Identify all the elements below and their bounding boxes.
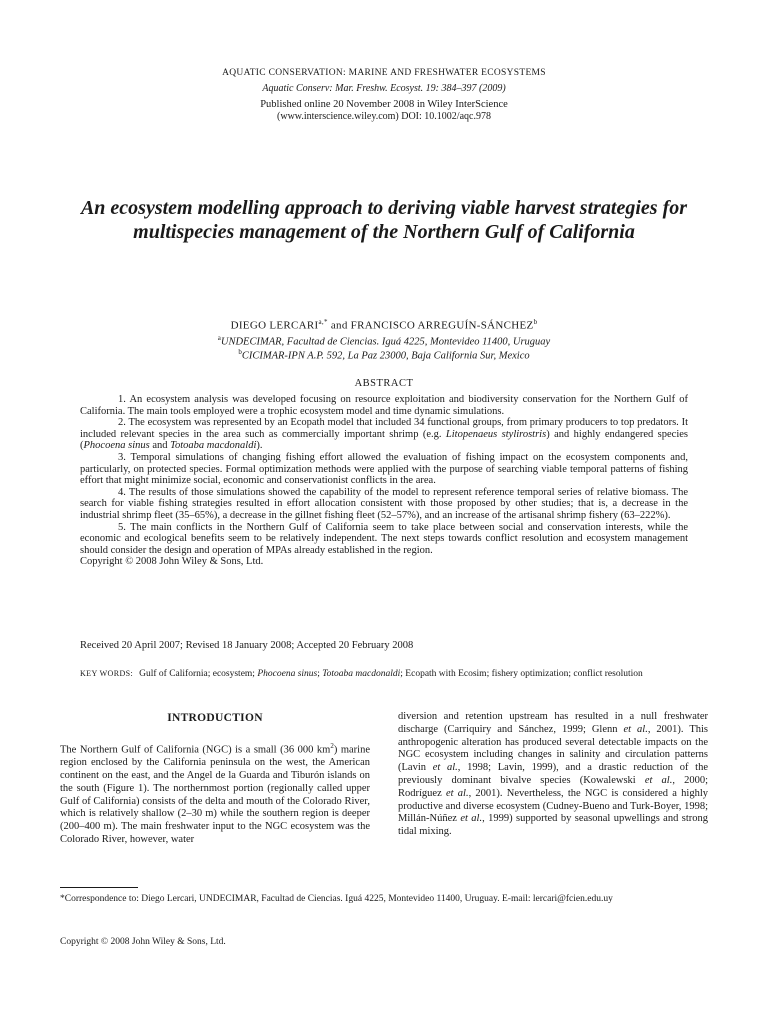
footer-copyright: Copyright © 2008 John Wiley & Sons, Ltd. [60, 937, 226, 947]
author-line [0, 318, 768, 332]
abstract-copyright: Copyright © 2008 John Wiley & Sons, Ltd. [80, 556, 264, 568]
abstract-paragraph [80, 417, 688, 452]
citation-etal: et al. [445, 787, 469, 799]
text-run: The Northern Gulf of California (NGC) is a small (36 000 km [60, 744, 331, 756]
text-run: ) marine region enclosed by the California peninsula on the west, the American continent on the east, and the Angel de la Guarda and Tiburón islands on the south (Figure 1). The northernmost portion (regionally called upper Gulf of California) consists of the delta and mouth of the Colorado River, which is relatively shallow (2–30 m) while the southern region is deeper (200–400 m). The main freshwater input to the NGC ecosystem was the Colorado River, however, water [60, 744, 371, 846]
superscript: 2 [330, 742, 334, 750]
text-run: ; [317, 669, 323, 679]
intro-right-column [398, 711, 708, 839]
footnote-divider [60, 887, 138, 888]
affiliation-mark: b [238, 348, 242, 356]
intro-left-column [60, 740, 370, 847]
abstract-paragraph: 4. The results of those simulations showed the capability of the model to represent reference temporal series of relative biomass. The search for viable fishing strategies resulted in effort allocation consistent with those proposed by other studies; that is, a decrease in the industrial shrimp fleet (35–65%), a decrease in the gillnet fishing fleet (52–57%), and an increase of the artisanal shrimp fishery (63–222%). [80, 486, 688, 521]
journal-citation: Aquatic Conserv: Mar. Freshw. Ecosyst. 19: 384–397 (2009) [262, 83, 506, 94]
species-name: Totoaba macdonaldi [170, 440, 257, 452]
author-marks: b [533, 318, 538, 326]
citation-etal: et al. [432, 762, 458, 774]
keywords [80, 668, 688, 680]
citation-etal: et al. [460, 813, 483, 825]
abstract-body [80, 394, 688, 568]
affiliation-b [0, 348, 768, 362]
text-run: and [149, 440, 171, 452]
section-heading: INTRODUCTION [167, 712, 263, 724]
submission-dates: Received 20 April 2007; Revised 18 January 2008; Accepted 20 February 2008 [80, 640, 414, 651]
text-run: , 1998; Lavin, 1999), and a drastic reduction of the previously dominant bivalve species (Kowalewski [398, 762, 708, 786]
author-name: DIEGO LERCARI [230, 319, 319, 332]
text-run: , 2001). This anthropogenic alteration has produced several detectable impacts on the NGC ecosystem including changes in salinity and circulation patterns (Lavin [398, 723, 709, 774]
affiliation-text: CICIMAR-IPN A.P. 592, La Paz 23000, Baja California Sur, Mexico [241, 350, 530, 362]
author-name: FRANCISCO ARREGUÍN-SÁNCHEZ [350, 319, 534, 332]
species-name: Litopenaeus stylirostris [445, 428, 547, 440]
author-marks: a,* [318, 318, 328, 326]
abstract-paragraph: 3. Temporal simulations of changing fishing effort allowed the evaluation of fishing impact on the ecosystem components and, particularly, on protected species. Formal optimization methods were applied with the purpose of searching viable temporal patterns of fishing effort that might minimize social, economic and conservationist conflicts in the area. [80, 451, 688, 487]
abstract-paragraph: 5. The main conflicts in the Northern Gulf of California seem to take place between social and conservation interests, while the economic and ecological benefits seem to be relatively independent. The next steps towards conflict resolution and ecosystem management should consider the design and operation of MPAs already established in the region. [80, 521, 688, 556]
text-run: ) and highly endangered species ( [80, 428, 688, 452]
text-run: , 2001). Nevertheless, the NGC is considered a highly productive and diverse ecosystem (Cudney-Bueno and Turk-Boyer, 1998; Millán-Núñez [398, 787, 708, 825]
text-run: diversion and retention upstream has resulted in a null freshwater discharge (Carriquiry and Sánchez, 1999; Glenn [398, 711, 708, 735]
abstract-heading: ABSTRACT [354, 378, 414, 389]
text-run: Gulf of California; ecosystem; [139, 669, 258, 679]
citation-etal: et al. [623, 723, 648, 735]
species-name: Phocoena sinus [257, 669, 318, 679]
affiliation-a [0, 334, 768, 348]
species-name: Phocoena sinus [83, 440, 150, 452]
keywords-label: KEY WORDS: [80, 669, 134, 678]
citation-etal: et al. [644, 774, 673, 786]
species-name: Totoaba macdonaldi [322, 669, 401, 679]
affiliation-mark: a [217, 334, 221, 342]
text-run: 2. The ecosystem was represented by an Ecopath model that included 34 functional groups, from primary producers to top predators. It included relevant species in the area such as commercially important shrimp (e.g. [80, 417, 688, 440]
journal-name: AQUATIC CONSERVATION: MARINE AND FRESHWATER ECOSYSTEMS [222, 68, 546, 78]
author-conjunction: and [327, 319, 351, 332]
publication-note: Published online 20 November 2008 in Wiley InterScience [260, 99, 508, 110]
text-run: ; Ecopath with Ecosim; fishery optimization; conflict resolution [400, 669, 643, 679]
doi-line[interactable]: (www.interscience.wiley.com) DOI: 10.1002/aqc.978 [277, 111, 491, 122]
text-run: ). [256, 440, 263, 452]
affiliation-text: UNDECIMAR, Facultad de Ciencias. Iguá 4225, Montevideo 11400, Uruguay [220, 336, 551, 348]
text-run: , 1999) supported by seasonal upwellings and strong tidal mixing. [398, 813, 708, 838]
text-run: , 2000; Rodríguez [398, 774, 708, 799]
article-title: An ecosystem modelling approach to deriving viable harvest strategies for multispecies management of the Northern Gulf of California [80, 197, 688, 243]
abstract-paragraph: 1. An ecosystem analysis was developed focusing on resource exploitation and biodiversity conservation for the Northern Gulf of California. The main tools employed were a trophic ecosystem model and time dynamic simulations. [80, 394, 688, 417]
correspondence-footnote: *Correspondence to: Diego Lercari, UNDECIMAR, Facultad de Ciencias. Iguá 4225, Montevideo 11400, Uruguay. E-mail: lercari@fcien.edu.uy [60, 894, 613, 904]
